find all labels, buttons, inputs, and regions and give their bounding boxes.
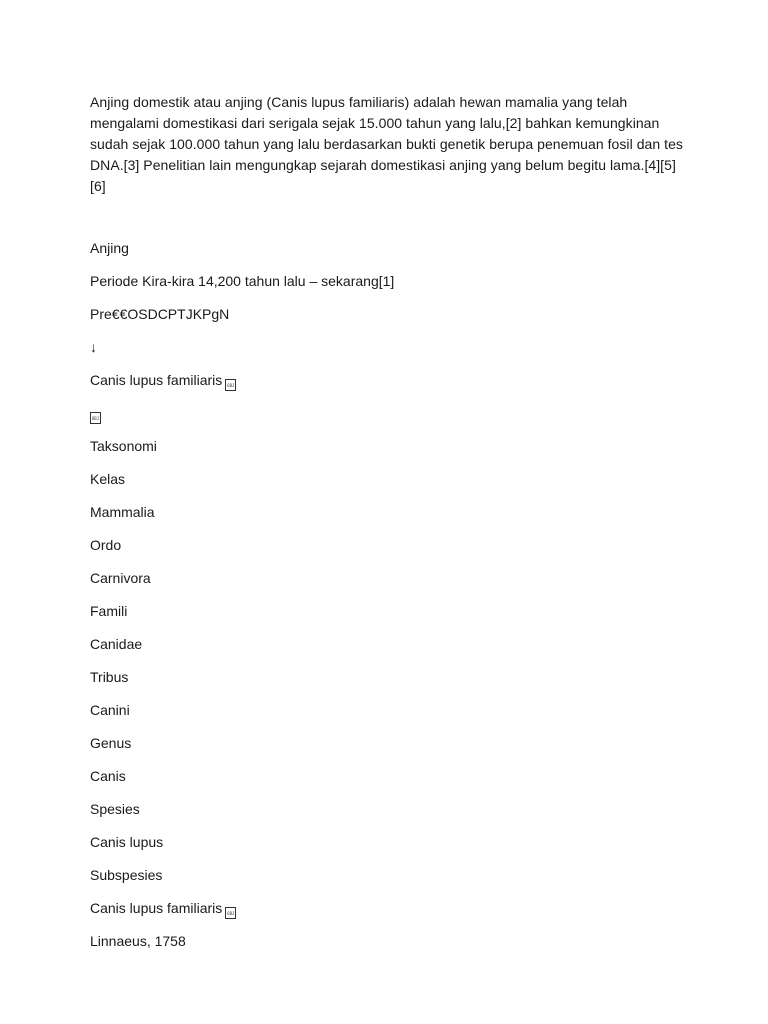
- timescale-line: Pre€€OSDCPTJKPgN: [90, 306, 230, 322]
- ordo-label: Ordo: [90, 537, 122, 553]
- infobox-lines: [90, 237, 690, 963]
- object-placeholder-icon: OBJ: [90, 412, 101, 424]
- subspesies-label: Subspesies: [90, 867, 163, 883]
- document-page: [90, 92, 690, 963]
- famili-label: Famili: [90, 603, 128, 619]
- kelas-value: Mammalia: [90, 504, 155, 520]
- spesies-value: Canis lupus: [90, 834, 164, 850]
- genus-value: Canis: [90, 768, 126, 784]
- species-name-line: [90, 369, 690, 402]
- tribus-value: Canini: [90, 702, 130, 718]
- ordo-value: Carnivora: [90, 570, 151, 586]
- genus-label: Genus: [90, 735, 132, 751]
- period-line: Periode Kira-kira 14,200 tahun lalu – sekarang[1]: [90, 273, 395, 289]
- famili-value: Canidae: [90, 636, 143, 652]
- authority-line: Linnaeus, 1758: [90, 933, 186, 949]
- species-name-text: Canis lupus familiaris: [90, 900, 223, 916]
- species-name-text: Canis lupus familiaris: [90, 372, 223, 388]
- taxonomy-heading: Taksonomi: [90, 438, 157, 454]
- subspesies-value: [90, 897, 690, 930]
- tribus-label: Tribus: [90, 669, 129, 685]
- arrow-line: ↓: [90, 339, 97, 355]
- kelas-label: Kelas: [90, 471, 126, 487]
- object-placeholder-icon: OBJ: [225, 379, 236, 391]
- object-line: [90, 402, 690, 435]
- object-placeholder-icon: OBJ: [225, 907, 236, 919]
- spesies-label: Spesies: [90, 801, 140, 817]
- infobox-title: Anjing: [90, 240, 129, 256]
- intro-paragraph: Anjing domestik atau anjing (Canis lupus familiaris) adalah hewan mamalia yang telah mengalami domestikasi dari serigala sejak 15.000 tahun yang lalu,[2] bahkan kemungkinan sudah sejak 100.000 tahun yang lalu berdasarkan bukti genetik berupa penemuan fosil dan tes DNA.[3] Penelitian lain mengungkap sejarah domestikasi anjing yang belum begitu lama.[4][5][6]: [90, 94, 683, 194]
